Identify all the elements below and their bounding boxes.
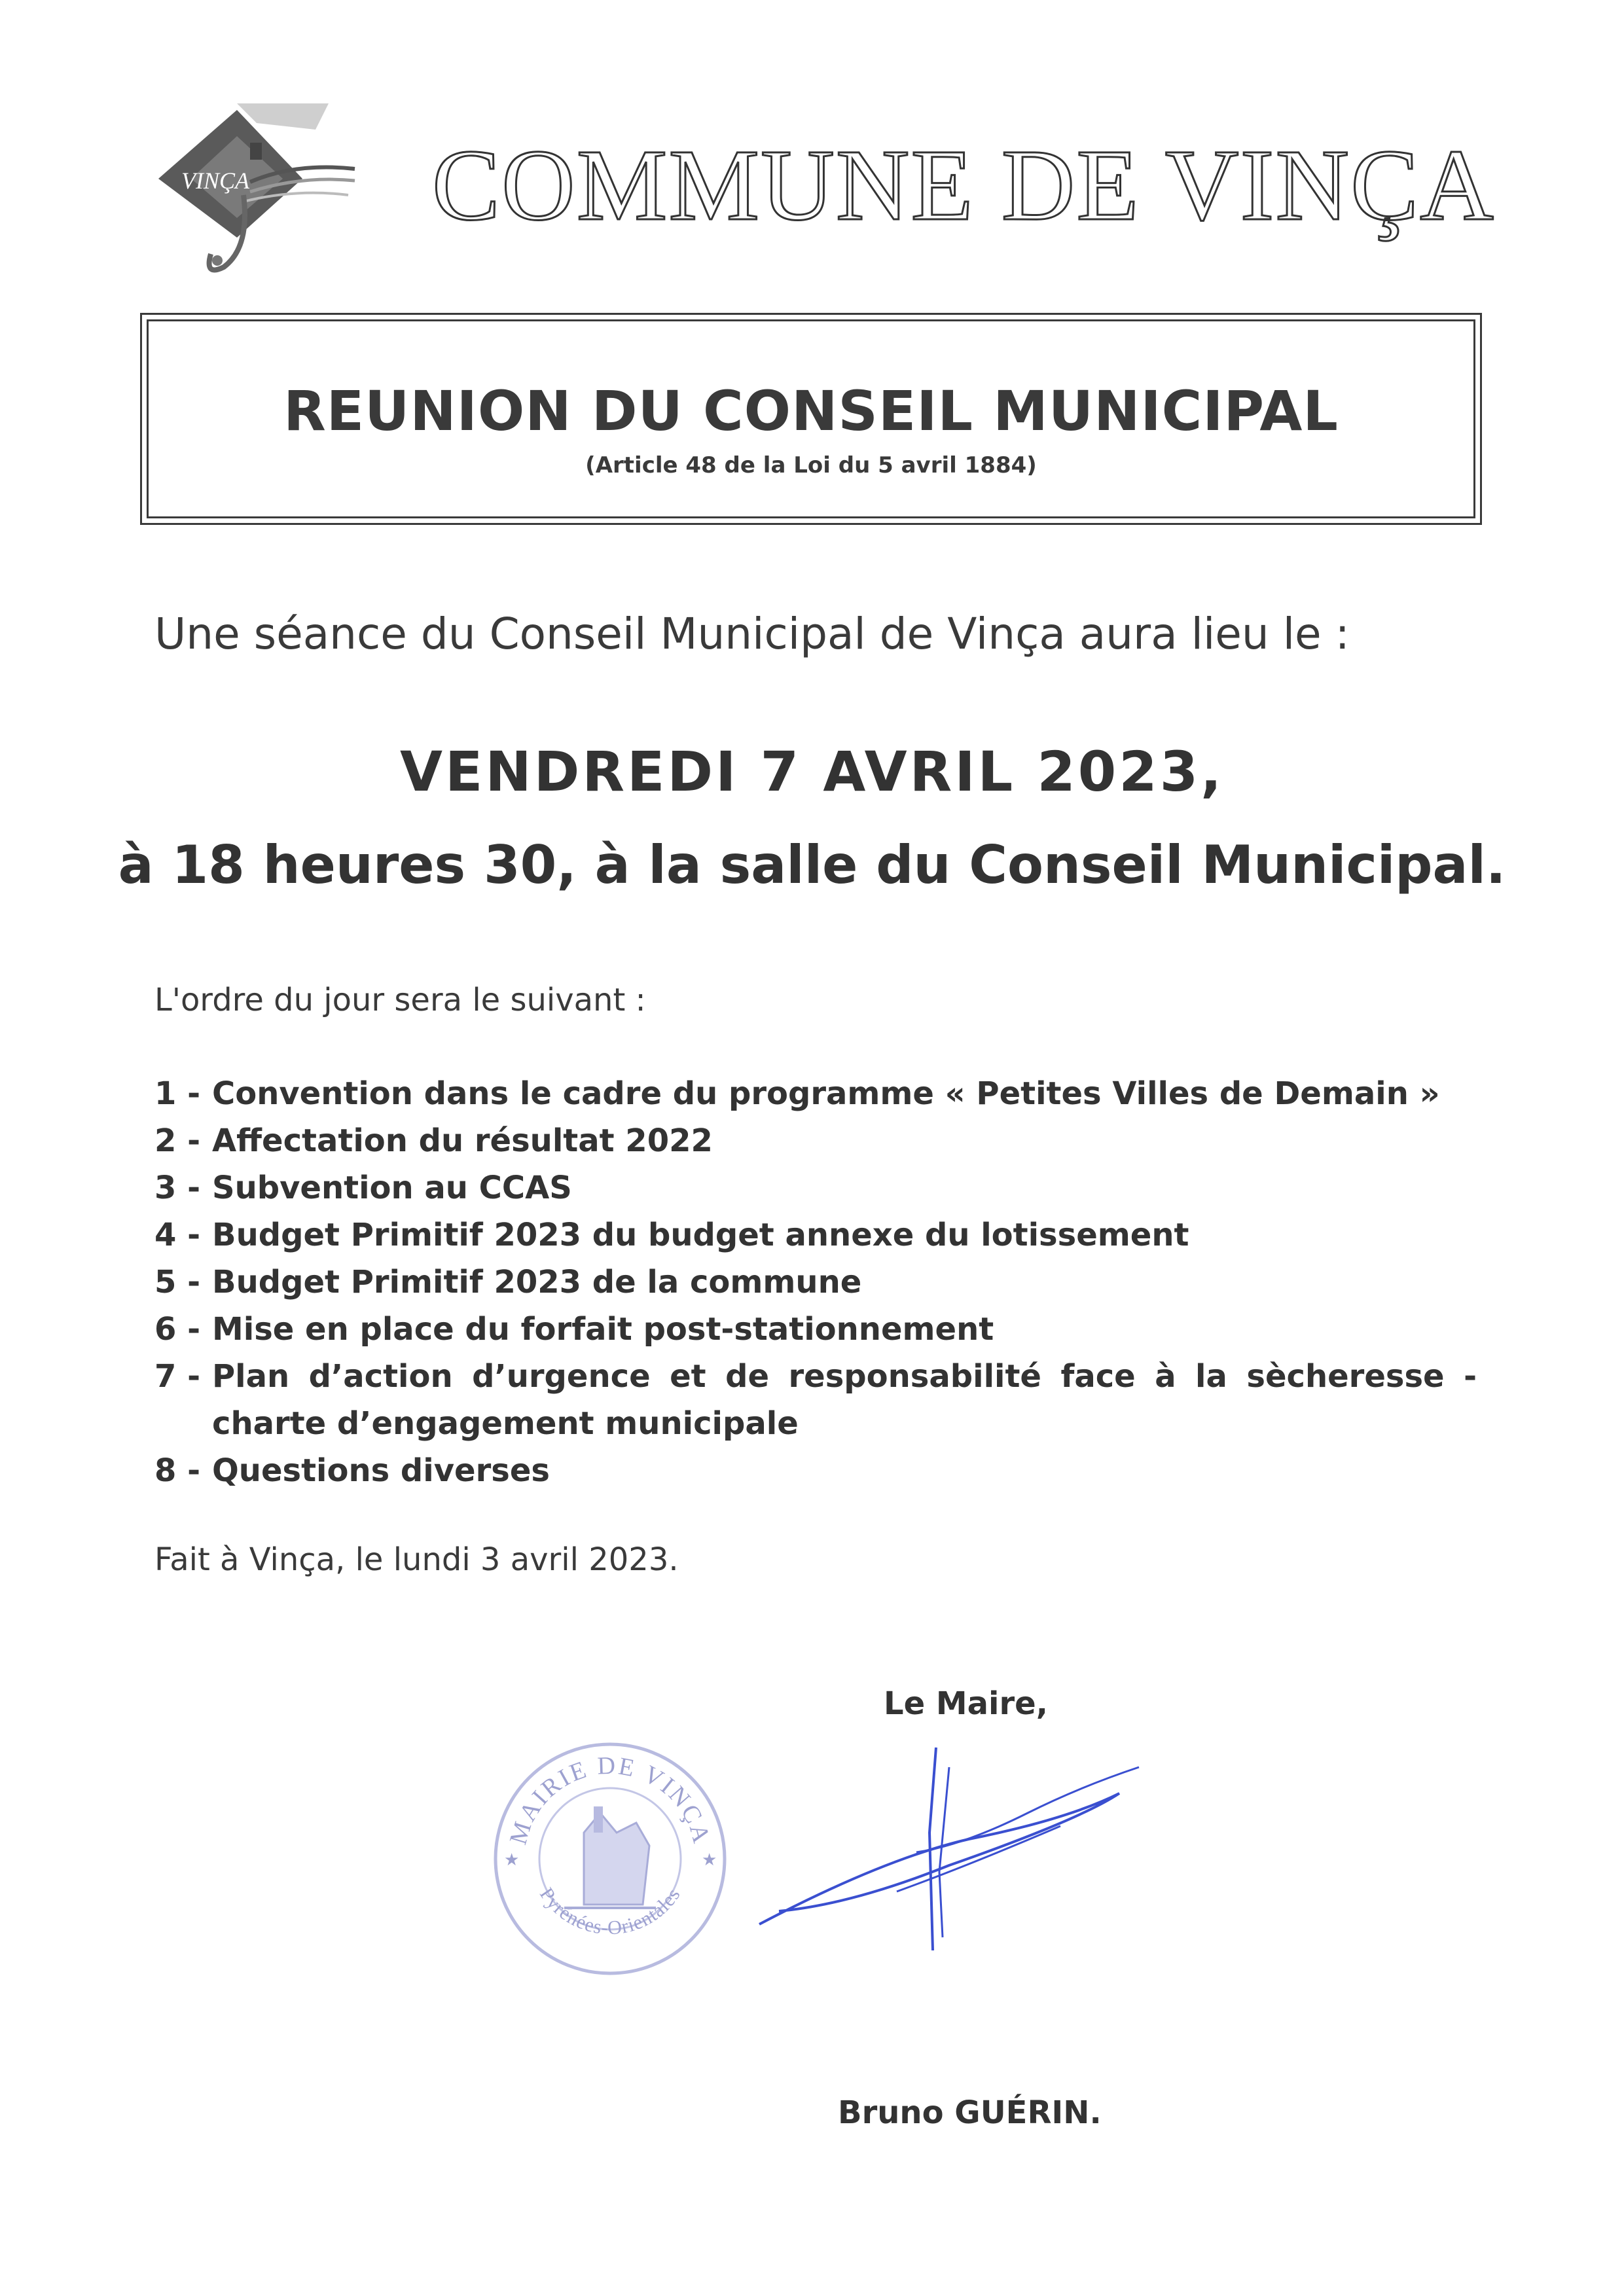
mayor-name: Bruno GUÉRIN. — [838, 2094, 1102, 2131]
agenda-item-number: 4 - — [154, 1217, 201, 1253]
agenda-item-number: 1 - — [154, 1075, 201, 1112]
agenda-item-text: Budget Primitif 2023 du budget annexe du lotissement — [212, 1217, 1189, 1253]
mayor-signature — [753, 1741, 1146, 1977]
meeting-title: REUNION DU CONSEIL MUNICIPAL — [283, 379, 1339, 443]
agenda-item-text: Convention dans le cadre du programme « Petites Villes de Demain » — [212, 1075, 1440, 1112]
agenda-item — [154, 1117, 1477, 1164]
agenda-item-number: 3 - — [154, 1170, 201, 1206]
agenda-item — [154, 1070, 1477, 1117]
meeting-intro: Une séance du Conseil Municipal de Vinça aura lieu le : — [154, 609, 1350, 659]
agenda-item-number: 2 - — [154, 1122, 201, 1159]
agenda-item-number: 5 - — [154, 1264, 201, 1300]
commune-logo — [152, 97, 361, 287]
agenda-item — [154, 1353, 1477, 1447]
svg-text:★: ★ — [504, 1850, 520, 1870]
agenda-item — [154, 1164, 1477, 1211]
meeting-date: VENDREDI 7 AVRIL 2023, — [399, 740, 1225, 804]
agenda-item — [154, 1259, 1477, 1306]
agenda-intro: L'ordre du jour sera le suivant : — [154, 982, 646, 1018]
agenda-item-text: Plan d’action d’urgence et de responsabilité face à la sècheresse - charte d’engagement municipale — [212, 1358, 1477, 1442]
agenda-item-number: 8 - — [154, 1452, 201, 1489]
official-stamp — [486, 1734, 734, 1983]
agenda-item — [154, 1447, 1477, 1494]
meeting-time-place: à 18 heures 30, à la salle du Conseil Municipal. — [118, 834, 1506, 895]
stamp-top-text: MAIRIE DE VINÇA — [504, 1751, 716, 1848]
agenda-item — [154, 1306, 1477, 1353]
logo-text: VINÇA — [181, 168, 249, 194]
stamp-seal — [486, 1734, 734, 1983]
agenda-item-text: Affectation du résultat 2022 — [212, 1122, 713, 1159]
mayor-title: Le Maire, — [884, 1685, 1048, 1722]
stamp-bottom-text: Pyrénées-Orientales — [535, 1884, 685, 1939]
commune-logo-graphic — [152, 97, 361, 287]
agenda-item-number: 7 - — [154, 1358, 201, 1395]
agenda-item-text: Subvention au CCAS — [212, 1170, 572, 1206]
agenda-item-text: Questions diverses — [212, 1452, 550, 1489]
agenda-item-number: 6 - — [154, 1311, 201, 1348]
agenda-item-text: Budget Primitif 2023 de la commune — [212, 1264, 862, 1300]
handwritten-signature — [753, 1741, 1146, 1977]
meeting-header-box — [147, 319, 1475, 518]
agenda-item-text: Mise en place du forfait post-stationnement — [212, 1311, 994, 1348]
commune-title: COMMUNE DE VINÇA — [432, 128, 1495, 242]
meeting-legal-reference: (Article 48 de la Loi du 5 avril 1884) — [585, 452, 1037, 478]
place-and-date: Fait à Vinça, le lundi 3 avril 2023. — [154, 1541, 679, 1578]
agenda-list — [154, 1070, 1477, 1494]
svg-text:★: ★ — [702, 1850, 717, 1870]
agenda-item — [154, 1211, 1477, 1259]
